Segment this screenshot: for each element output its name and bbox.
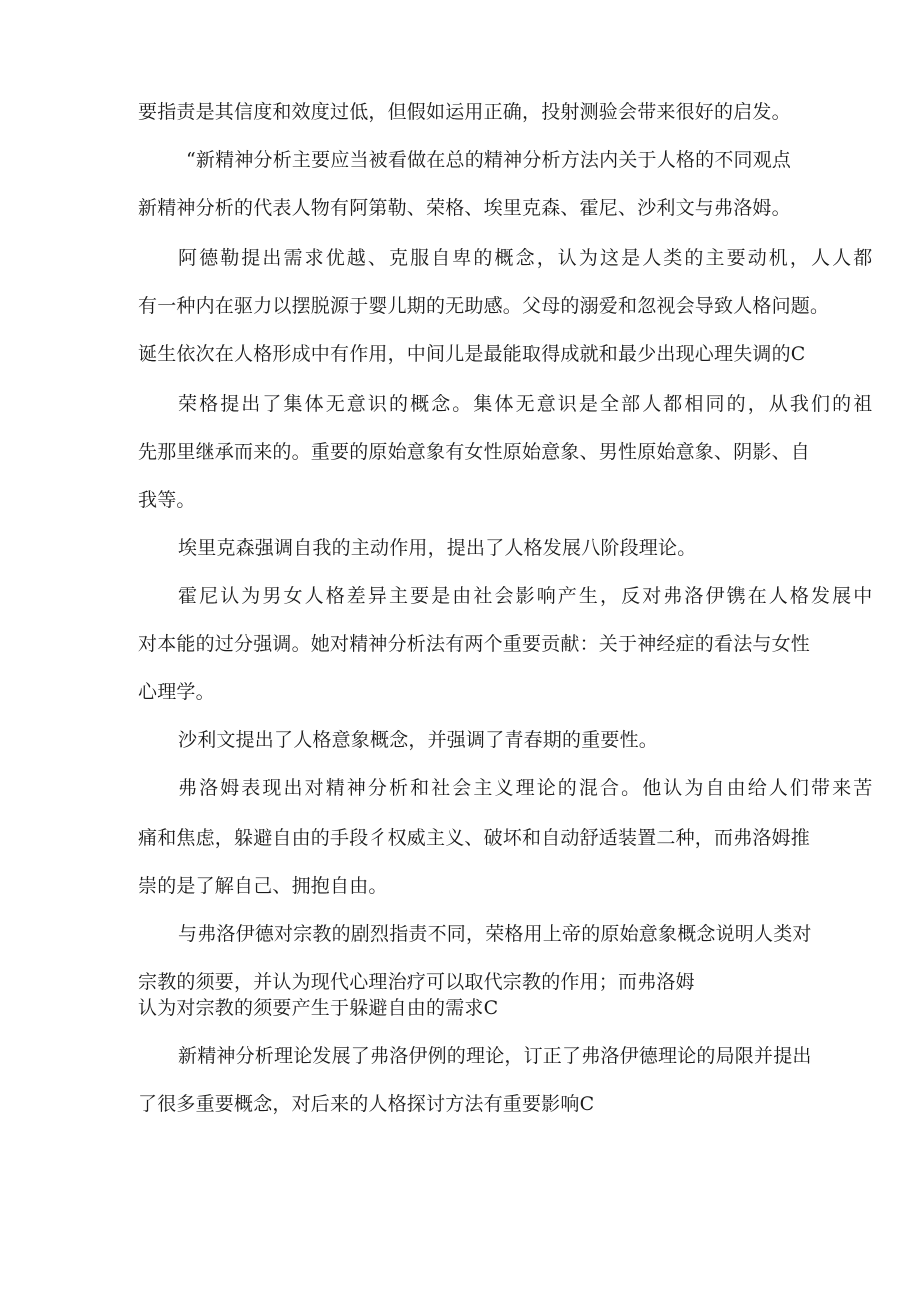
text-line: 沙利文提出了人格意象概念，并强调了青春期的重要性。 xyxy=(178,729,659,751)
text-line: 埃里克森强调自我的主动作用，提出了人格发展八阶段理论。 xyxy=(178,537,697,559)
text-line: 我等。 xyxy=(138,489,196,511)
text-line: 诞生依次在人格形成中有作用，中间儿是最能取得成就和最少出现心理失调的C xyxy=(138,343,806,365)
text-line: 认为对宗教的须要产生于躲避自由的需求C xyxy=(138,997,499,1019)
text-line: 阿德勒提出需求优越、克服自卑的概念，认为这是人类的主要动机，人人都 xyxy=(178,247,875,269)
text-line: 与弗洛伊德对宗教的剧烈指责不同，荣格用上帝的原始意象概念说明人类对 xyxy=(178,923,812,945)
text-line: 心理学。 xyxy=(138,681,215,703)
text-line: 了很多重要概念，对后来的人格探讨方法有重要影响C xyxy=(138,1093,595,1115)
text-line: 新精神分析的代表人物有阿第勒、荣格、埃里克森、霍尼、沙利文与弗洛姆。 xyxy=(138,197,791,219)
text-line: 痛和焦虑，躲避自由的手段彳权威主义、破坏和自动舒适装置二种，而弗洛姆推 xyxy=(138,827,811,849)
text-line: 宗教的须要，并认为现代心理治疗可以取代宗教的作用；而弗洛姆 xyxy=(138,971,695,993)
text-line: 弗洛姆表现出对精神分析和社会主义理论的混合。他认为自由给人们带来苦 xyxy=(178,777,875,799)
text-line: 先那里继承而来的。重要的原始意象有女性原始意象、男性原始意象、阴影、自 xyxy=(138,441,811,463)
text-line: 对本能的过分强调。她对精神分析法有两个重要贡献：关于神经症的看法与女性 xyxy=(138,633,811,655)
text-line: “新精神分析主要应当被看做在总的精神分析方法内关于人格的不同观点 xyxy=(186,149,792,171)
text-line: 崇的是了解自己、拥抱自由。 xyxy=(138,875,388,897)
text-line: 新精神分析理论发展了弗洛伊例的理论，订正了弗洛伊德理论的局限并提出 xyxy=(178,1045,812,1067)
text-line: 有一种内在驱力以摆脱源于婴儿期的无助感。父母的溺爱和忽视会导致人格问题。 xyxy=(138,295,830,317)
text-line: 霍尼认为男女人格差异主要是由社会影响产生，反对弗洛伊镌在人格发展中 xyxy=(178,585,875,607)
text-line: 要指责是其信度和效度过低，但假如运用正确，投射测验会带来很好的启发。 xyxy=(138,101,791,123)
text-line: 荣格提出了集体无意识的概念。集体无意识是全部人都相同的，从我们的祖 xyxy=(178,393,875,415)
